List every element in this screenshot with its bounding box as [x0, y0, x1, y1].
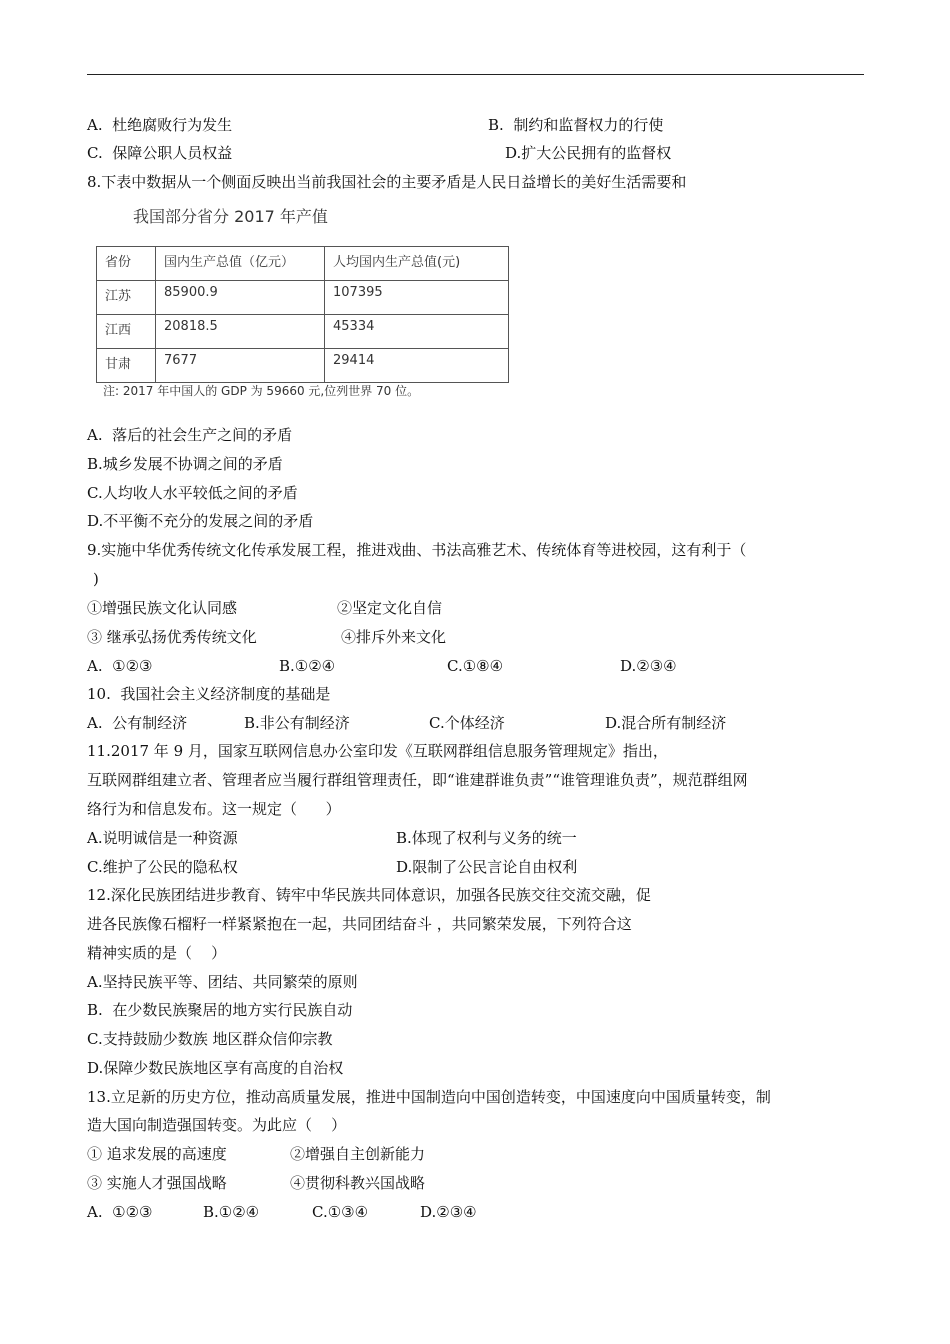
- q8-option-a: A. 落后的社会生产之间的矛盾: [87, 426, 293, 444]
- q13-item-3: ③ 实施人才强国战略: [87, 1174, 227, 1192]
- q7-option-d: D.扩大公民拥有的监督权: [505, 144, 672, 162]
- q7-option-b: B. 制约和监督权力的行使: [488, 116, 664, 134]
- q13-option-c: C.①③④: [312, 1203, 369, 1221]
- q9-stem-cont: ): [93, 570, 99, 588]
- q11-option-a: A.说明诚信是一种资源: [87, 829, 238, 847]
- q9-item-1: ①增强民族文化认同感: [87, 599, 238, 617]
- q10-option-d: D.混合所有制经济: [605, 714, 727, 732]
- q13-option-d: D.②③④: [420, 1203, 477, 1221]
- table-header-row: [97, 247, 509, 281]
- q9-option-b: B.①②④: [279, 657, 336, 675]
- q7-option-c: C. 保障公职人员权益: [87, 144, 233, 162]
- q8-gdp-table: [96, 246, 509, 383]
- q13-line-2: 造大国向制造强国转变。为此应（ ）: [87, 1116, 347, 1134]
- q13-item-4: ④贯彻科教兴国战略: [290, 1174, 426, 1192]
- header-rule: [87, 74, 864, 75]
- table-header-cell: 人均国内生产总值(元): [325, 247, 509, 281]
- q12-option-d: D.保障少数民族地区享有高度的自治权: [87, 1059, 344, 1077]
- q9-option-d: D.②③④: [620, 657, 677, 675]
- q10-option-a: A. 公有制经济: [87, 714, 188, 732]
- q11-line-2: 互联网群组建立者、管理者应当履行群组管理责任，即“谁建群谁负责”“谁管理谁负责”，规范群组网: [87, 771, 748, 789]
- table-cell: 江西: [97, 315, 156, 349]
- q8-option-b: B.城乡发展不协调之间的矛盾: [87, 455, 283, 473]
- q13-option-a: A. ①②③: [87, 1203, 153, 1221]
- q9-option-c: C.①⑧④: [447, 657, 504, 675]
- q9-item-2: ②坚定文化自信: [337, 599, 443, 617]
- q13-option-b: B.①②④: [203, 1203, 260, 1221]
- table-cell: 7677: [156, 349, 325, 383]
- q9-option-a: A. ①②③: [87, 657, 153, 675]
- q8-option-d: D.不平衡不充分的发展之间的矛盾: [87, 512, 314, 530]
- q12-option-a: A.坚持民族平等、团结、共同繁荣的原则: [87, 973, 358, 991]
- q12-line-2: 进各民族像石榴籽一样紧紧抱在一起，共同团结奋斗 ，共同繁荣发展，下列符合这: [87, 915, 632, 933]
- table-cell: 20818.5: [156, 315, 325, 349]
- table-row: [97, 281, 509, 315]
- q9-item-4: ④排斥外来文化: [341, 628, 447, 646]
- q12-line-1: 12.深化民族团结进步教育、铸牢中华民族共同体意识，加强各民族交往交流交融，促: [87, 886, 651, 904]
- q9-stem: 9.实施中华优秀传统文化传承发展工程，推进戏曲、书法高雅艺术、传统体育等进校园，这有利于（: [87, 541, 747, 559]
- q11-option-c: C.维护了公民的隐私权: [87, 858, 238, 876]
- q12-option-b: B. 在少数民族聚居的地方实行民族自动: [87, 1001, 353, 1019]
- table-row: [97, 349, 509, 383]
- q13-line-1: 13.立足新的历史方位，推动高质量发展，推进中国制造向中国创造转变，中国速度向中国质量转变，制: [87, 1088, 771, 1106]
- table-cell: 29414: [325, 349, 509, 383]
- q12-option-c: C.支持鼓励少数族 地区群众信仰宗教: [87, 1030, 333, 1048]
- table-cell: 45334: [325, 315, 509, 349]
- q7-option-a: A. 杜绝腐败行为发生: [87, 116, 233, 134]
- q11-option-d: D.限制了公民言论自由权利: [396, 858, 578, 876]
- q10-stem: 10. 我国社会主义经济制度的基础是: [87, 685, 331, 703]
- q13-item-1: ① 追求发展的高速度: [87, 1145, 227, 1163]
- q11-option-b: B.体现了权利与义务的统一: [396, 829, 577, 847]
- q10-option-b: B.非公有制经济: [244, 714, 350, 732]
- table-cell: 85900.9: [156, 281, 325, 315]
- table-header-cell: 省份: [97, 247, 156, 281]
- table-cell: 江苏: [97, 281, 156, 315]
- table-header-cell: 国内生产总值（亿元）: [156, 247, 325, 281]
- q11-line-1: 11.2017 年 9 月，国家互联网信息办公室印发《互联网群组信息服务管理规定》指出，: [87, 742, 668, 760]
- q8-option-c: C.人均收人水平较低之间的矛盾: [87, 484, 298, 502]
- table-cell: 107395: [325, 281, 509, 315]
- q10-option-c: C.个体经济: [429, 714, 505, 732]
- q8-stem: 8.下表中数据从一个侧面反映出当前我国社会的主要矛盾是人民日益增长的美好生活需要和: [87, 173, 687, 191]
- q12-line-3: 精神实质的是（ ）: [87, 944, 227, 962]
- q8-table-note: 注: 2017 年中国人的 GDP 为 59660 元,位列世界 70 位。: [103, 384, 420, 398]
- table-row: [97, 315, 509, 349]
- q11-line-3: 络行为和信息发布。这一规定（ ）: [87, 800, 341, 818]
- q9-item-3: ③ 继承弘扬优秀传统文化: [87, 628, 257, 646]
- q8-table-title: 我国部分省分 2017 年产值: [133, 207, 328, 226]
- table-cell: 甘肃: [97, 349, 156, 383]
- q13-item-2: ②增强自主创新能力: [290, 1145, 426, 1163]
